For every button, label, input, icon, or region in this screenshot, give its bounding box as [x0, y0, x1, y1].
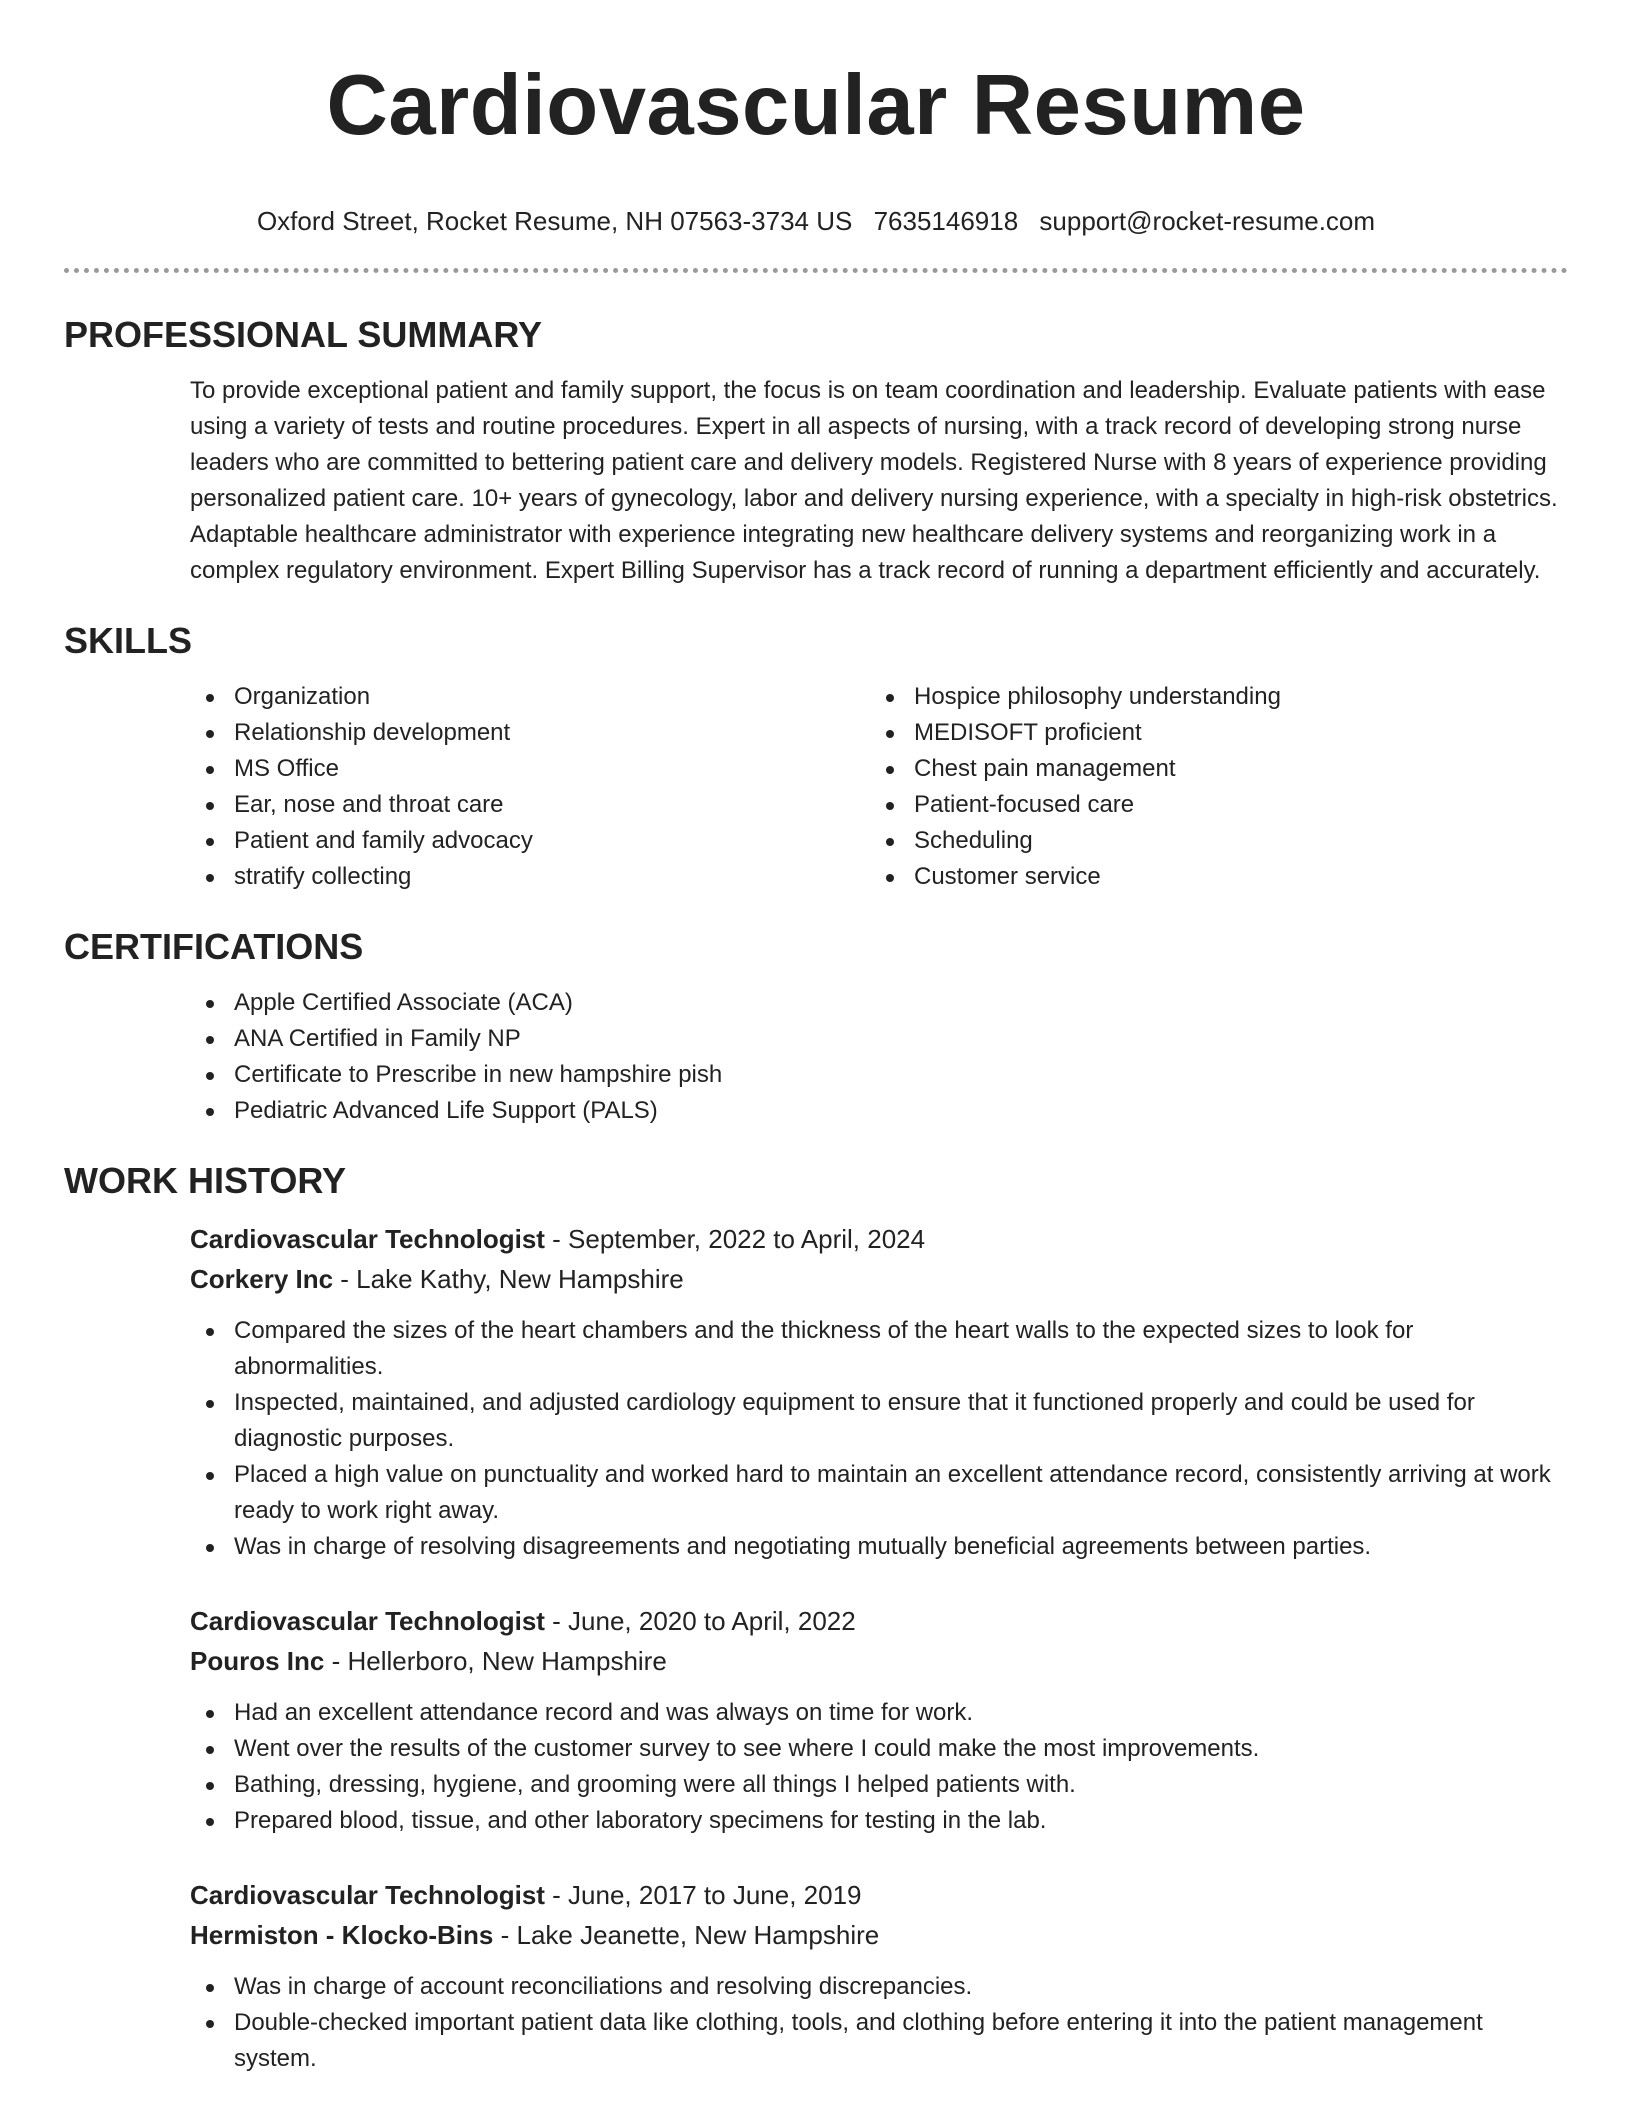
certifications-heading: CERTIFICATIONS [64, 926, 364, 967]
summary-text: To provide exceptional patient and family support, the focus is on team coordination and leadership. Evaluate patients with ease using a variety of tests and routine procedures. Expert in all aspects of nursing, with a track record of developing strong nurse leaders who are committed to bettering patient care and delivery models. Registered Nurse with 8 years of experience providing personalized patient care. 10+ years of gynecology, labor and delivery nursing experience, with a specialty in high-risk obstetrics. Adaptable healthcare administrator with experience integrating new healthcare delivery systems and reorganizing work in a complex regulatory environment. Expert Billing Supervisor has a track record of running a department efficiently and accurately. [190, 377, 1558, 584]
contact-address: Oxford Street, Rocket Resume, NH 07563-3734 US [256, 206, 853, 236]
job-duty: Was in charge of resolving disagreements and negotiating mutually beneficial agreements between parties. [190, 1529, 1568, 1565]
certification-item: Certificate to Prescribe in new hampshire pish [190, 1057, 1568, 1093]
job-role: Cardiovascular Technologist [190, 1606, 545, 1636]
skill-item: Ear, nose and throat care [190, 787, 870, 823]
job-duty: Went over the results of the customer survey to see where I could make the most improvements. [190, 1731, 1568, 1767]
contact-phone: 7635146918 [873, 206, 1019, 236]
job-duty: Inspected, maintained, and adjusted cardiology equipment to ensure that it functioned properly and could be used for diagnostic purposes. [190, 1385, 1568, 1457]
certifications-list [190, 985, 1568, 1129]
certifications-section [64, 925, 1568, 1129]
skill-item: Patient-focused care [870, 787, 1550, 823]
job-role: Cardiovascular Technologist [190, 1880, 545, 1910]
header-divider [64, 268, 1568, 273]
job-duty: Compared the sizes of the heart chambers and the thickness of the heart walls to the expected sizes to look for abnormalities. [190, 1313, 1568, 1385]
job-role: Cardiovascular Technologist [190, 1224, 545, 1254]
skill-item: Customer service [870, 859, 1550, 895]
job-duty: Placed a high value on punctuality and worked hard to maintain an excellent attendance record, consistently arriving at work ready to work right away. [190, 1457, 1568, 1529]
skills-list [190, 679, 1568, 895]
skills-section [64, 619, 1568, 895]
skill-item: Organization [190, 679, 870, 715]
skill-item: Chest pain management [870, 751, 1550, 787]
skill-item: Patient and family advocacy [190, 823, 870, 859]
job-entry [190, 1875, 1568, 2077]
skill-item: MS Office [190, 751, 870, 787]
job-dates: - September, 2022 to April, 2024 [544, 1224, 926, 1254]
job-location: - Lake Jeanette, New Hampshire [493, 1920, 880, 1950]
job-company-line [190, 1641, 1568, 1681]
job-location: - Hellerboro, New Hampshire [324, 1646, 667, 1676]
job-dates: - June, 2017 to June, 2019 [544, 1880, 862, 1910]
job-company-line [190, 1259, 1568, 1299]
skill-item: stratify collecting [190, 859, 870, 895]
skills-column-left [190, 679, 870, 895]
job-company: Corkery Inc [190, 1264, 334, 1294]
job-duty: Had an excellent attendance record and was always on time for work. [190, 1695, 1568, 1731]
skill-item: Hospice philosophy understanding [870, 679, 1550, 715]
job-duties [190, 1969, 1568, 2077]
certification-item: ANA Certified in Family NP [190, 1021, 1568, 1057]
job-duty: Bathing, dressing, hygiene, and grooming were all things I helped patients with. [190, 1767, 1568, 1803]
job-duty: Double-checked important patient data like clothing, tools, and clothing before entering it into the patient management system. [190, 2005, 1568, 2077]
job-duties [190, 1695, 1568, 1839]
job-title-line [190, 1219, 1568, 1259]
certification-item: Apple Certified Associate (ACA) [190, 985, 1568, 1021]
job-company: Pouros Inc [190, 1646, 325, 1676]
job-location: - Lake Kathy, New Hampshire [333, 1264, 684, 1294]
summary-heading: PROFESSIONAL SUMMARY [64, 314, 543, 355]
skills-heading: SKILLS [64, 620, 193, 661]
skill-item: Scheduling [870, 823, 1550, 859]
work-history-heading: WORK HISTORY [64, 1160, 347, 1201]
job-entry [190, 1219, 1568, 1565]
skill-item: Relationship development [190, 715, 870, 751]
job-dates: - June, 2020 to April, 2022 [544, 1606, 856, 1636]
job-duties [190, 1313, 1568, 1565]
certification-item: Pediatric Advanced Life Support (PALS) [190, 1093, 1568, 1129]
contact-line [64, 204, 1568, 238]
job-duty: Prepared blood, tissue, and other laboratory specimens for testing in the lab. [190, 1803, 1568, 1839]
contact-email: support@rocket-resume.com [1039, 206, 1376, 236]
job-entry [190, 1601, 1568, 1839]
job-duty: Was in charge of account reconciliations and resolving discrepancies. [190, 1969, 1568, 2005]
skill-item: MEDISOFT proficient [870, 715, 1550, 751]
job-company: Hermiston - Klocko-Bins [190, 1920, 494, 1950]
job-title-line [190, 1875, 1568, 1915]
resume-title: Cardiovascular Resume [326, 58, 1306, 153]
job-title-line [190, 1601, 1568, 1641]
skills-column-right [870, 679, 1550, 895]
work-history-section [64, 1159, 1568, 2077]
job-company-line [190, 1915, 1568, 1955]
summary-section [64, 313, 1568, 589]
